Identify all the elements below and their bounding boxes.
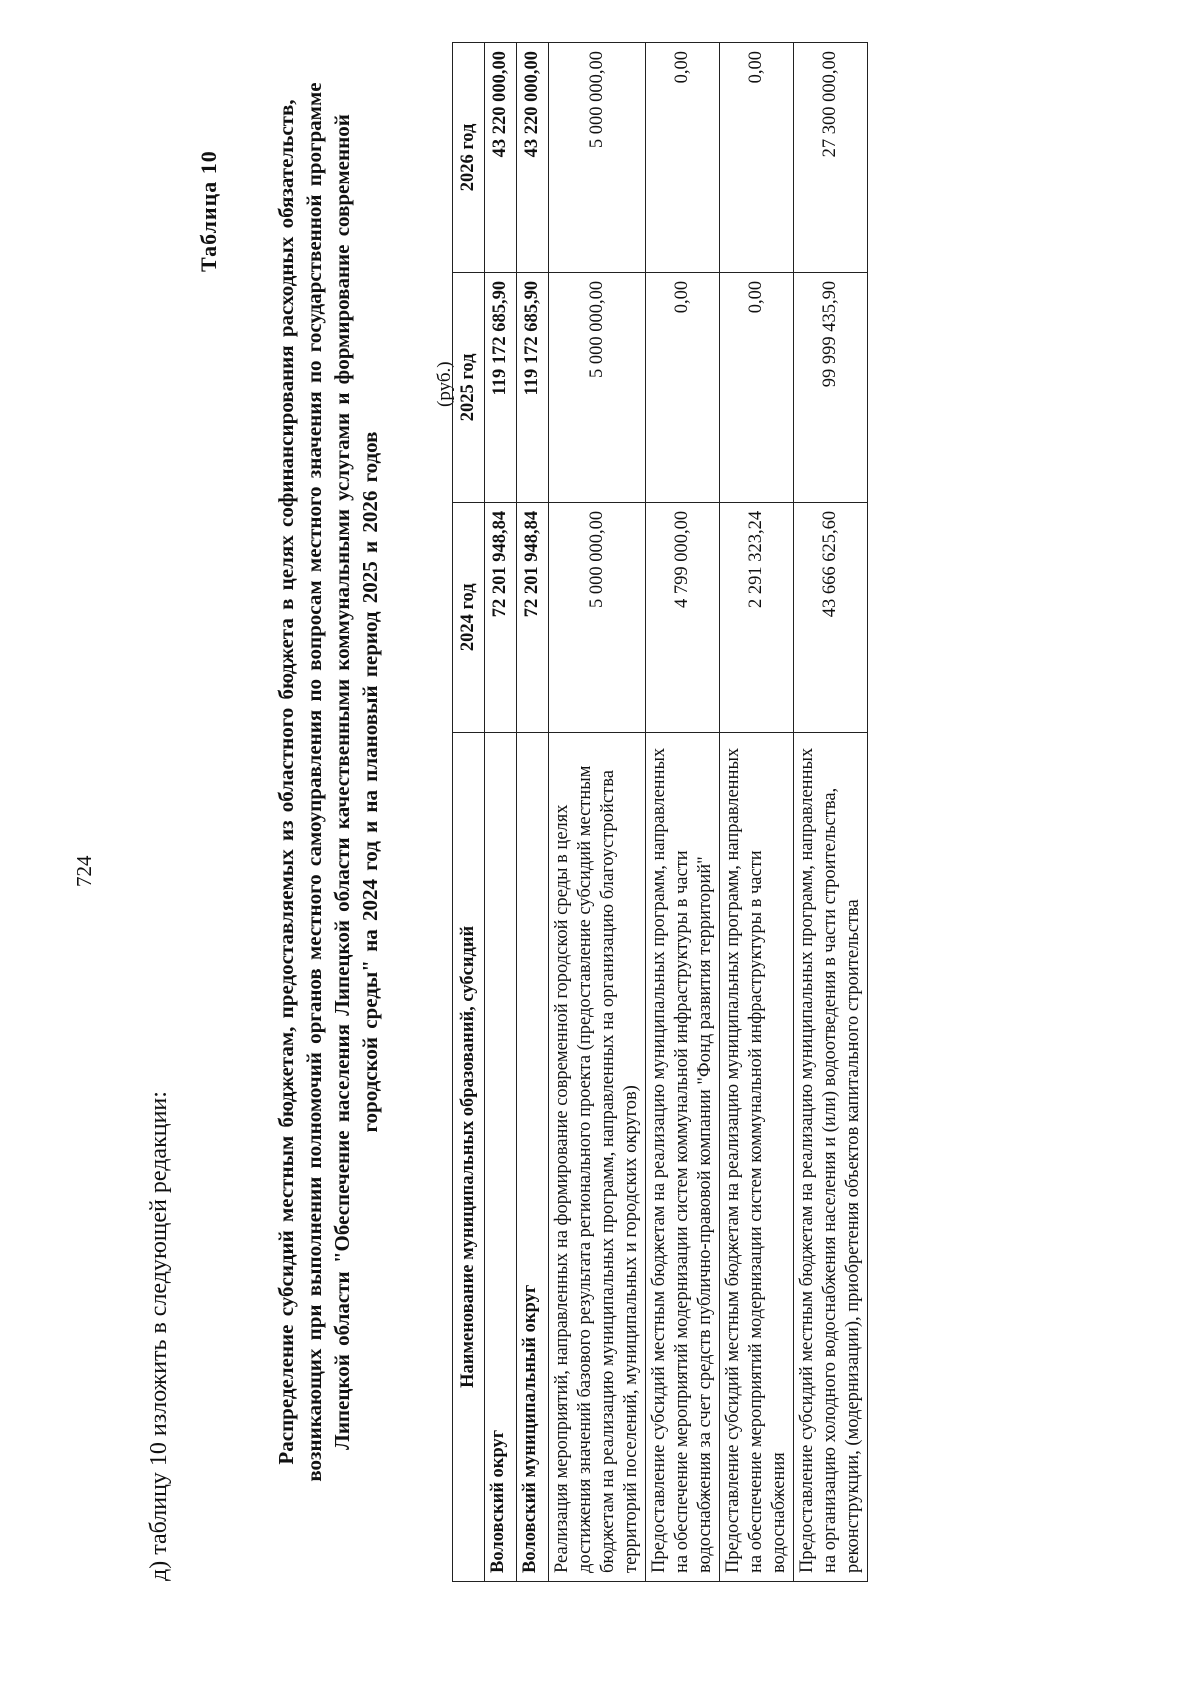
row-2026: 27 300 000,00 — [794, 43, 868, 273]
row-name: Предоставление субсидий местным бюджетам на реализацию муниципальных программ, направленных на обеспечение мероприятий модернизации систем коммунальной инфраструктуры в части водоснабжения — [720, 732, 794, 1581]
page-number: 724 — [72, 855, 96, 887]
row-2026: 43 220 000,00 — [485, 43, 517, 273]
table-row — [794, 43, 868, 1582]
unit-label: (руб.) — [434, 361, 455, 407]
row-2024: 4 799 000,00 — [646, 502, 720, 732]
header-2026: 2026 год — [453, 43, 485, 273]
table-row — [485, 43, 517, 1582]
row-2024: 43 666 625,60 — [794, 502, 868, 732]
intro-text: д) таблицу 10 изложить в следующей редакции: — [146, 1091, 172, 1581]
header-2024: 2024 год — [453, 502, 485, 732]
document-title: Распределение субсидий местным бюджетам, предоставляемых из областного бюджета в целях софинансирования расходных обязательств, возникающих при выполнении полномочий органов местного самоуправления по вопросам местного значения по государственной программе Липецкой области "Обеспечение населения Липецкой области качественными коммунальными услугами и формирование современной городской среды" на 2024 год и на плановый период 2025 и 2026 годов — [274, 82, 382, 1482]
row-name: Реализация мероприятий, направленных на формирование современной городской среды в целях достижения значений базового результата регионального проекта (предоставление субсидий местным бюджетам на реализацию муниципальных программ, направленных на организацию благоустройства территорий поселений, муниципальных и городских округов) — [549, 732, 646, 1581]
table-header-row — [453, 43, 485, 1582]
row-2024: 2 291 323,24 — [720, 502, 794, 732]
row-name: Предоставление субсидий местным бюджетам на реализацию муниципальных программ, направленных на обеспечение мероприятий модернизации систем коммунальной инфраструктуры в части водоснабжения за счет средств публично-правовой компании "Фонд развития территорий" — [646, 732, 720, 1581]
table-row — [720, 43, 794, 1582]
row-2025: 119 172 685,90 — [517, 272, 549, 502]
header-2025: 2025 год — [453, 272, 485, 502]
row-2025: 99 999 435,90 — [794, 272, 868, 502]
row-2026: 0,00 — [646, 43, 720, 273]
row-2024: 72 201 948,84 — [485, 502, 517, 732]
row-name: Предоставление субсидий местным бюджетам на реализацию муниципальных программ, направленных на организацию холодного водоснабжения населения и (или) водоотведения в части строительства, реконструкции, (модернизации), приобретения объектов капитального строительства — [794, 732, 868, 1581]
row-2025: 5 000 000,00 — [549, 272, 646, 502]
row-2025: 0,00 — [720, 272, 794, 502]
row-2025: 119 172 685,90 — [485, 272, 517, 502]
row-2025: 0,00 — [646, 272, 720, 502]
row-2026: 5 000 000,00 — [549, 43, 646, 273]
table-label: Таблица 10 — [196, 150, 221, 272]
row-2026: 0,00 — [720, 43, 794, 273]
subsidies-table — [452, 42, 868, 1582]
row-name: Воловский округ — [485, 732, 517, 1581]
row-2024: 72 201 948,84 — [517, 502, 549, 732]
row-name: Воловский муниципальный округ — [517, 732, 549, 1581]
table-row — [517, 43, 549, 1582]
row-2024: 5 000 000,00 — [549, 502, 646, 732]
row-2026: 43 220 000,00 — [517, 43, 549, 273]
table-row — [646, 43, 720, 1582]
table-row — [549, 43, 646, 1582]
header-name: Наименование муниципальных образований, субсидий — [453, 732, 485, 1581]
